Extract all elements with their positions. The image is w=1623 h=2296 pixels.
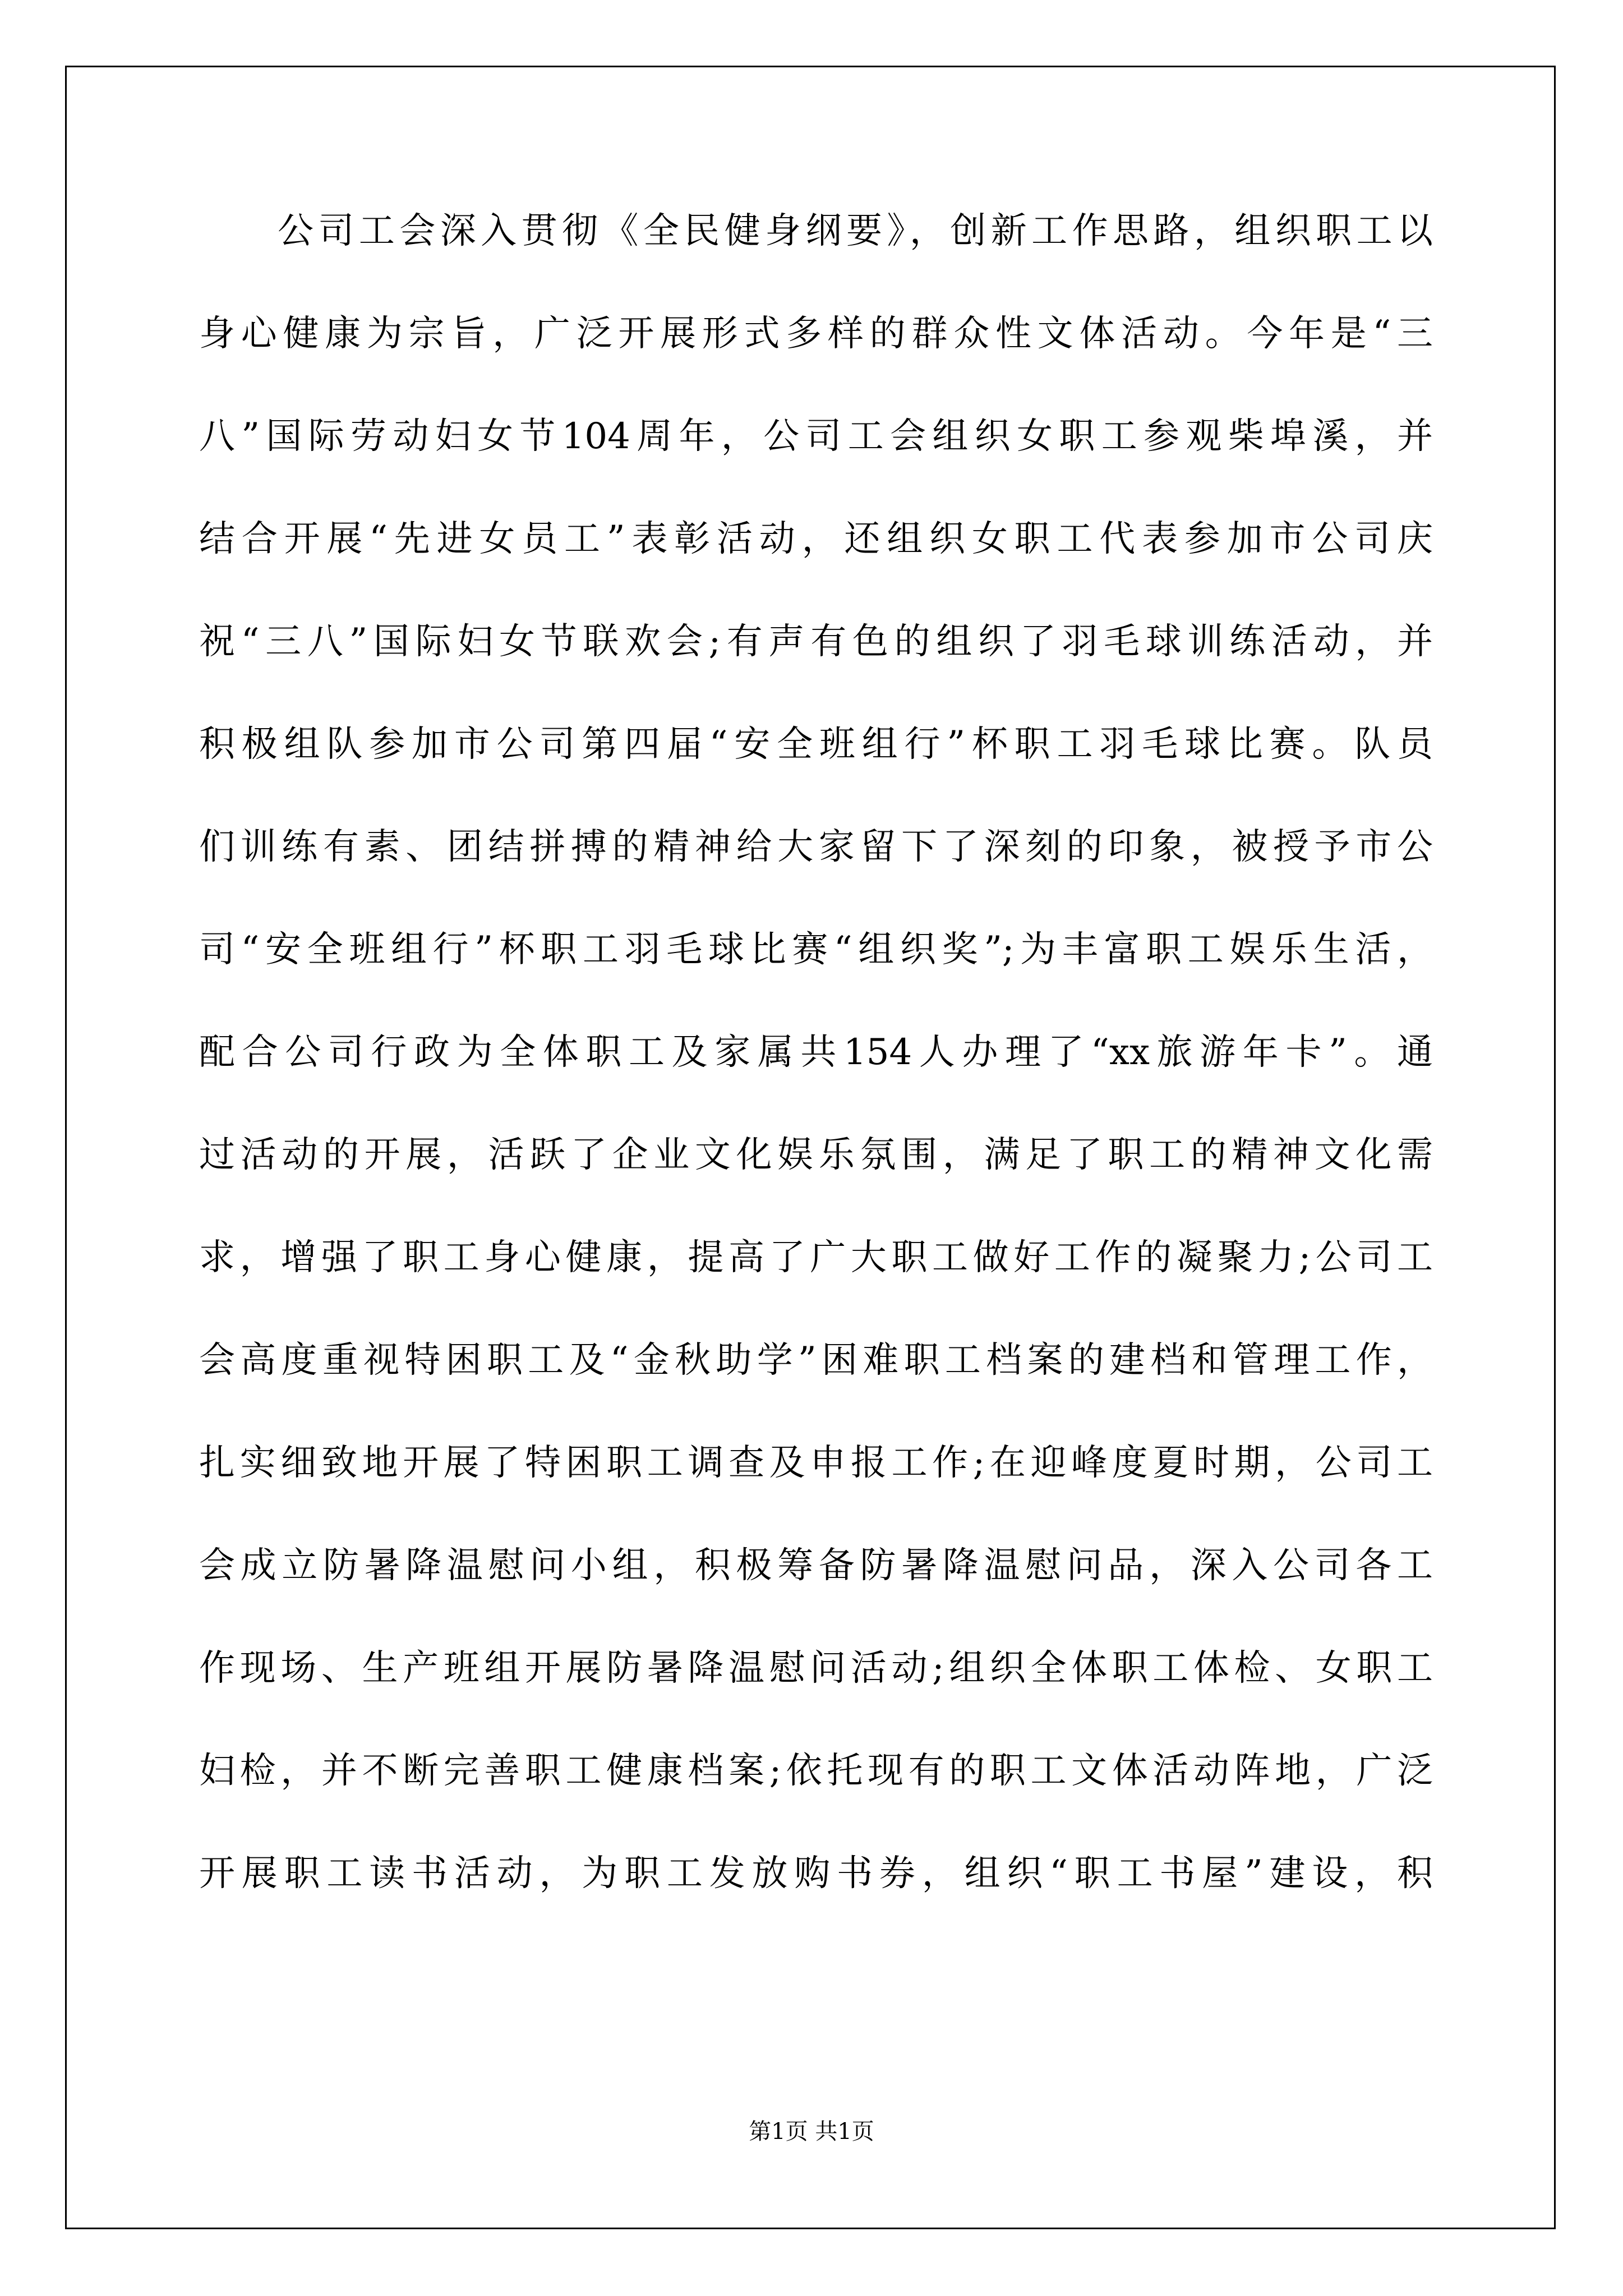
text-line: 会成立防暑降温慰问小组，积极筹备防暑降温慰问品，深入公司各工 <box>199 1545 1433 1586</box>
text-line: 会高度重视特困职工及“金秋助学”困难职工档案的建档和管理工作， <box>199 1340 1433 1381</box>
text-line: 祝“三八”国际妇女节联欢会;有声有色的组织了羽毛球训练活动，并 <box>199 621 1433 662</box>
text-line: 开展职工读书活动，为职工发放购书券，组织“职工书屋”建设，积 <box>199 1853 1433 1894</box>
page-footer: 第1页 共1页 <box>749 2119 874 2145</box>
text-line: 过活动的开展，活跃了企业文化娱乐氛围，满足了职工的精神文化需 <box>199 1134 1433 1176</box>
text-line: 结合开展“先进女员工”表彰活动，还组织女职工代表参加市公司庆 <box>199 518 1433 560</box>
text-line: 身心健康为宗旨，广泛开展形式多样的群众性文体活动。今年是“三 <box>199 313 1433 355</box>
text-line: 司“安全班组行”杯职工羽毛球比赛“组织奖”;为丰富职工娱乐生活， <box>199 929 1433 970</box>
text-line: 八”国际劳动妇女节104周年，公司工会组织女职工参观柴埠溪，并 <box>199 416 1433 457</box>
text-line: 扎实细致地开展了特困职工调查及申报工作;在迎峰度夏时期，公司工 <box>199 1442 1433 1484</box>
text-line: 公司工会深入贯彻《全民健身纲要》，创新工作思路，组织职工以 <box>278 210 1433 252</box>
text-line: 作现场、生产班组开展防暑降温慰问活动;组织全体职工体检、女职工 <box>199 1648 1433 1689</box>
text-line: 求，增强了职工身心健康，提高了广大职工做好工作的凝聚力;公司工 <box>199 1237 1433 1278</box>
text-line: 们训练有素、团结拼搏的精神给大家留下了深刻的印象，被授予市公 <box>199 826 1433 868</box>
body-text <box>199 202 1433 1947</box>
text-line: 积极组队参加市公司第四届“安全班组行”杯职工羽毛球比赛。队员 <box>199 724 1433 765</box>
text-line: 配合公司行政为全体职工及家属共154人办理了“xx旅游年卡”。通 <box>199 1032 1433 1073</box>
text-line: 妇检，并不断完善职工健康档案;依托现有的职工文体活动阵地，广泛 <box>199 1750 1433 1792</box>
